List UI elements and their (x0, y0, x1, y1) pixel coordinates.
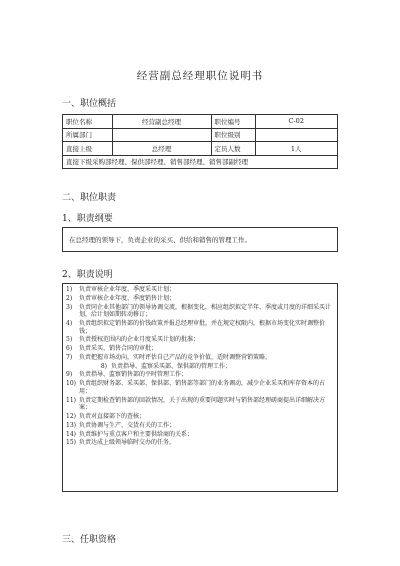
section-heading-qualifications: 三、任职资格 (62, 535, 117, 545)
duty-number: 4) (66, 319, 73, 327)
list-item (66, 431, 333, 439)
duty-text: 负责审核企业年度、季度采买计划； (79, 286, 176, 293)
label-direct-superior: 直接上级 (63, 142, 113, 156)
value-position-code: C-02 (255, 115, 338, 129)
label-department: 所属部门 (63, 128, 113, 142)
list-item (66, 320, 333, 335)
duty-text: 负责定期检查销售部的回款情况，关于出现的重要问题实时与销售部经理磋商提出详细解决方案； (79, 396, 326, 412)
value-position-name: 经营副总经理 (112, 115, 211, 129)
duty-text: 负责授权范围内的企业月度采买计划的批准； (79, 336, 200, 344)
list-item (66, 304, 333, 319)
duty-text: 负责把握市场动向，实时评估自己产品的竞争价值，适时调整营销策略。 (79, 353, 272, 361)
duty-text: 负责同企业其他部门的领导协调交流，根据变化，相应组织拟定半年、季度或月度的详细采买计划，洽计划如期转动修订； (79, 303, 332, 319)
subheading-duty-summary: 1、职责纲要 (62, 214, 113, 224)
duty-number: 13) (66, 421, 76, 429)
duty-text: 负责指导、监察销售部的平时管理工作； (79, 371, 188, 379)
duty-text: 负责协调与生产、交货有关的工作； (79, 421, 176, 429)
duty-number: 11) (66, 396, 76, 404)
label-headcount: 定员人数 (211, 142, 255, 156)
label-position-level: 职位级别 (211, 128, 255, 142)
duty-text: 负责审核企业年度、季度销售计划； (79, 294, 176, 302)
table-row (63, 115, 338, 129)
duty-text: 负责维护与重点客户和主要供给商的关系； (79, 430, 194, 438)
duty-number: 8) (100, 362, 107, 370)
list-item (66, 397, 333, 412)
duty-text: 负责指导、监察采买部、保供部的管理工作； (111, 362, 232, 370)
label-position-name: 职位名称 (63, 115, 113, 129)
direct-subordinates: 直接下级采购部经理、保供部经理、销售部经理、销售部副经理 (63, 155, 338, 169)
duty-text: 负责对直接部下的查核； (79, 413, 146, 421)
duty-number: 6) (66, 345, 73, 353)
duty-number: 14) (66, 430, 76, 438)
list-item (66, 286, 333, 294)
duty-number: 12) (66, 413, 76, 421)
duty-number: 1) (66, 286, 73, 293)
value-position-level (255, 128, 338, 142)
section-heading-overview: 一、职位概括 (62, 99, 117, 109)
duty-list (62, 283, 338, 492)
position-info-table (62, 114, 338, 169)
duty-number: 15) (66, 439, 76, 447)
label-position-code: 职位编号 (211, 115, 255, 129)
value-direct-superior: 总经理 (112, 142, 211, 156)
value-department (112, 128, 211, 142)
list-item (66, 380, 333, 395)
duty-summary-text: 在总经理的领导下，负责企业的采买、供给和销售的管理工作。 (69, 236, 251, 244)
table-row (63, 142, 338, 156)
duty-summary-box (62, 227, 338, 252)
list-item (66, 295, 333, 303)
duty-text: 负责组织财务部、采买部、保供部、销售部等部门的业务调动，减少企业采买和库存资本的占用； (79, 380, 326, 395)
list-item (66, 354, 333, 362)
duty-text: 负责达成上级领导临时交办的任务。 (79, 439, 176, 447)
subheading-duty-details: 2、职责说明 (62, 270, 113, 280)
duty-number: 3) (66, 303, 73, 311)
duty-number: 2) (66, 294, 73, 302)
duty-number: 7) (66, 353, 73, 361)
list-item (66, 413, 333, 421)
table-row (63, 155, 338, 169)
duty-number: 9) (66, 371, 73, 379)
list-item (66, 439, 333, 447)
duty-number: 10) (66, 380, 76, 388)
table-row (63, 128, 338, 142)
value-headcount: 1人 (255, 142, 338, 156)
list-item (66, 345, 333, 353)
list-item (66, 336, 333, 344)
document-title: 经营副总经理职位说明书 (136, 70, 264, 82)
list-item (66, 371, 333, 379)
duty-text: 负责采买、销售合同的审批； (79, 345, 158, 353)
list-item (66, 363, 333, 371)
list-item (66, 422, 333, 430)
duty-number: 5) (66, 336, 73, 344)
section-heading-duties: 二、职位职责 (62, 193, 117, 203)
duty-text: 负责组织拟定销售部的价钱政策并报总经理审批，并在规定权限内，根据市场变化实时调整价钱； (79, 319, 326, 335)
